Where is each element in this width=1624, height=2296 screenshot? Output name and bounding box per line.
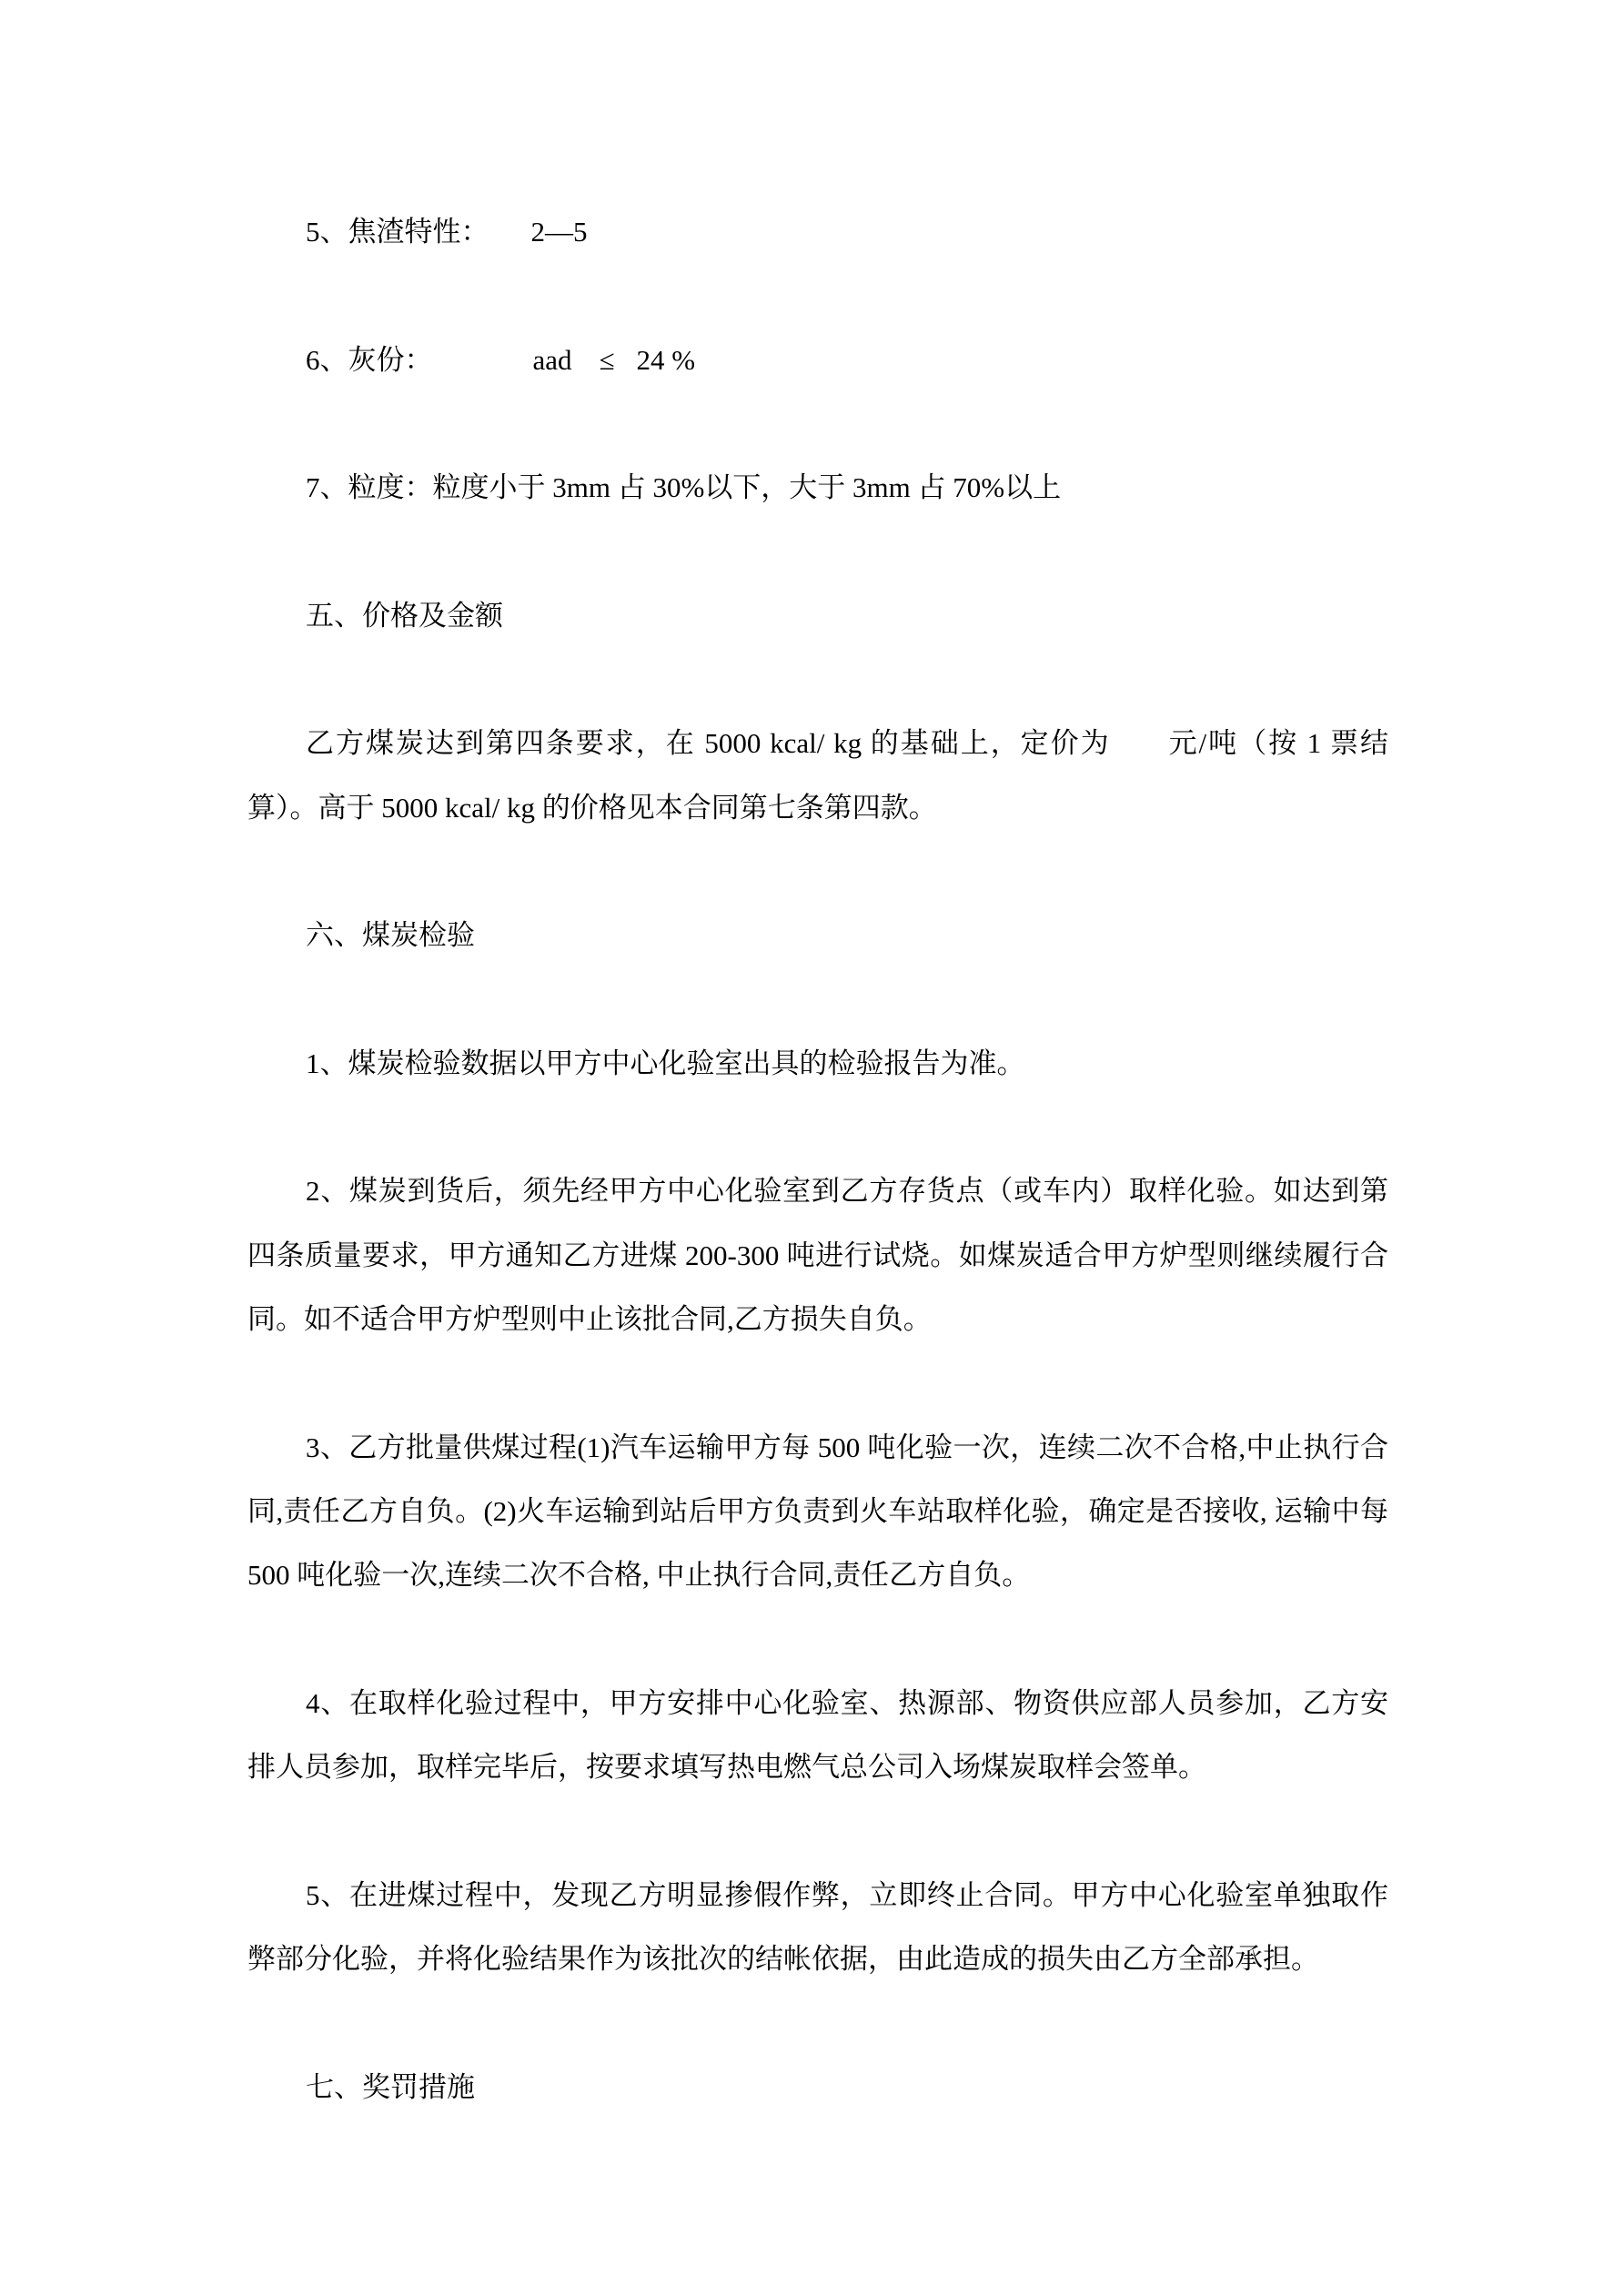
inspection-clause-1: 1、煤炭检验数据以甲方中心化验室出具的检验报告为准。 xyxy=(306,1047,1025,1079)
item-label: 5、焦渣特性： xyxy=(306,216,489,248)
section-heading-price: 五、价格及金额 xyxy=(306,599,503,632)
inspection-clause-5: 5、在进煤过程中，发现乙方明显掺假作弊，立即终止合同。甲方中心化验室单独取作弊部分化验，并将化验结果作为该批次的结帐依据，由此造成的损失由乙方全部承担。 xyxy=(247,1878,1388,1976)
item-granularity: 7、粒度：粒度小于 3mm 占 30%以下，大于 3mm 占 70%以上 xyxy=(306,471,1062,504)
inspection-clause-4: 4、在取样化验过程中，甲方安排中心化验室、热源部、物资供应部人员参加，乙方安排人员参加，取样完毕后，按要求填写热电燃气总公司入场煤炭取样会签单。 xyxy=(247,1686,1388,1784)
price-clause xyxy=(247,712,1388,840)
item-label: 6、灰份： xyxy=(306,343,433,376)
item-value: 24 % xyxy=(636,343,696,376)
inspection-clause-2: 2、煤炭到货后，须先经甲方中心化验室到乙方存货点（或车内）取样化验。如达到第四条质量要求，甲方通知乙方进煤 200-300 吨进行试烧。如煤炭适合甲方炉型则继续履行合同。如不适合甲方炉型则中止该批合同,乙方损失自负。 xyxy=(247,1175,1388,1336)
document-page xyxy=(247,200,1388,2183)
section-heading-rewards-penalties: 七、奖罚措施 xyxy=(306,2070,475,2103)
item-ash xyxy=(247,329,1388,392)
ash-symbol: aad xyxy=(532,343,572,376)
ash-operator: ≤ xyxy=(599,343,615,376)
price-text-before: 乙方煤炭达到第四条要求，在 5000 kcal/ kg 的基础上，定价为 xyxy=(306,727,1111,760)
inspection-clause-3: 3、乙方批量供煤过程(1)汽车运输甲方每 500 吨化验一次，连续二次不合格,中止执行合同,责任乙方自负。(2)火车运输到站后甲方负责到火车站取样化验，确定是否接收, 运输中每 500 吨化验一次,连续二次不合格, 中止执行合同,责任乙方自负。 xyxy=(247,1431,1388,1592)
item-value: 2—5 xyxy=(530,216,588,248)
price-text-after: 元/吨（按 1 票结算）。高于 5000 kcal/ kg 的价格见本合同第七条第四款。 xyxy=(247,727,1388,824)
section-heading-inspection: 六、煤炭检验 xyxy=(306,919,475,952)
item-coking xyxy=(247,200,1388,264)
